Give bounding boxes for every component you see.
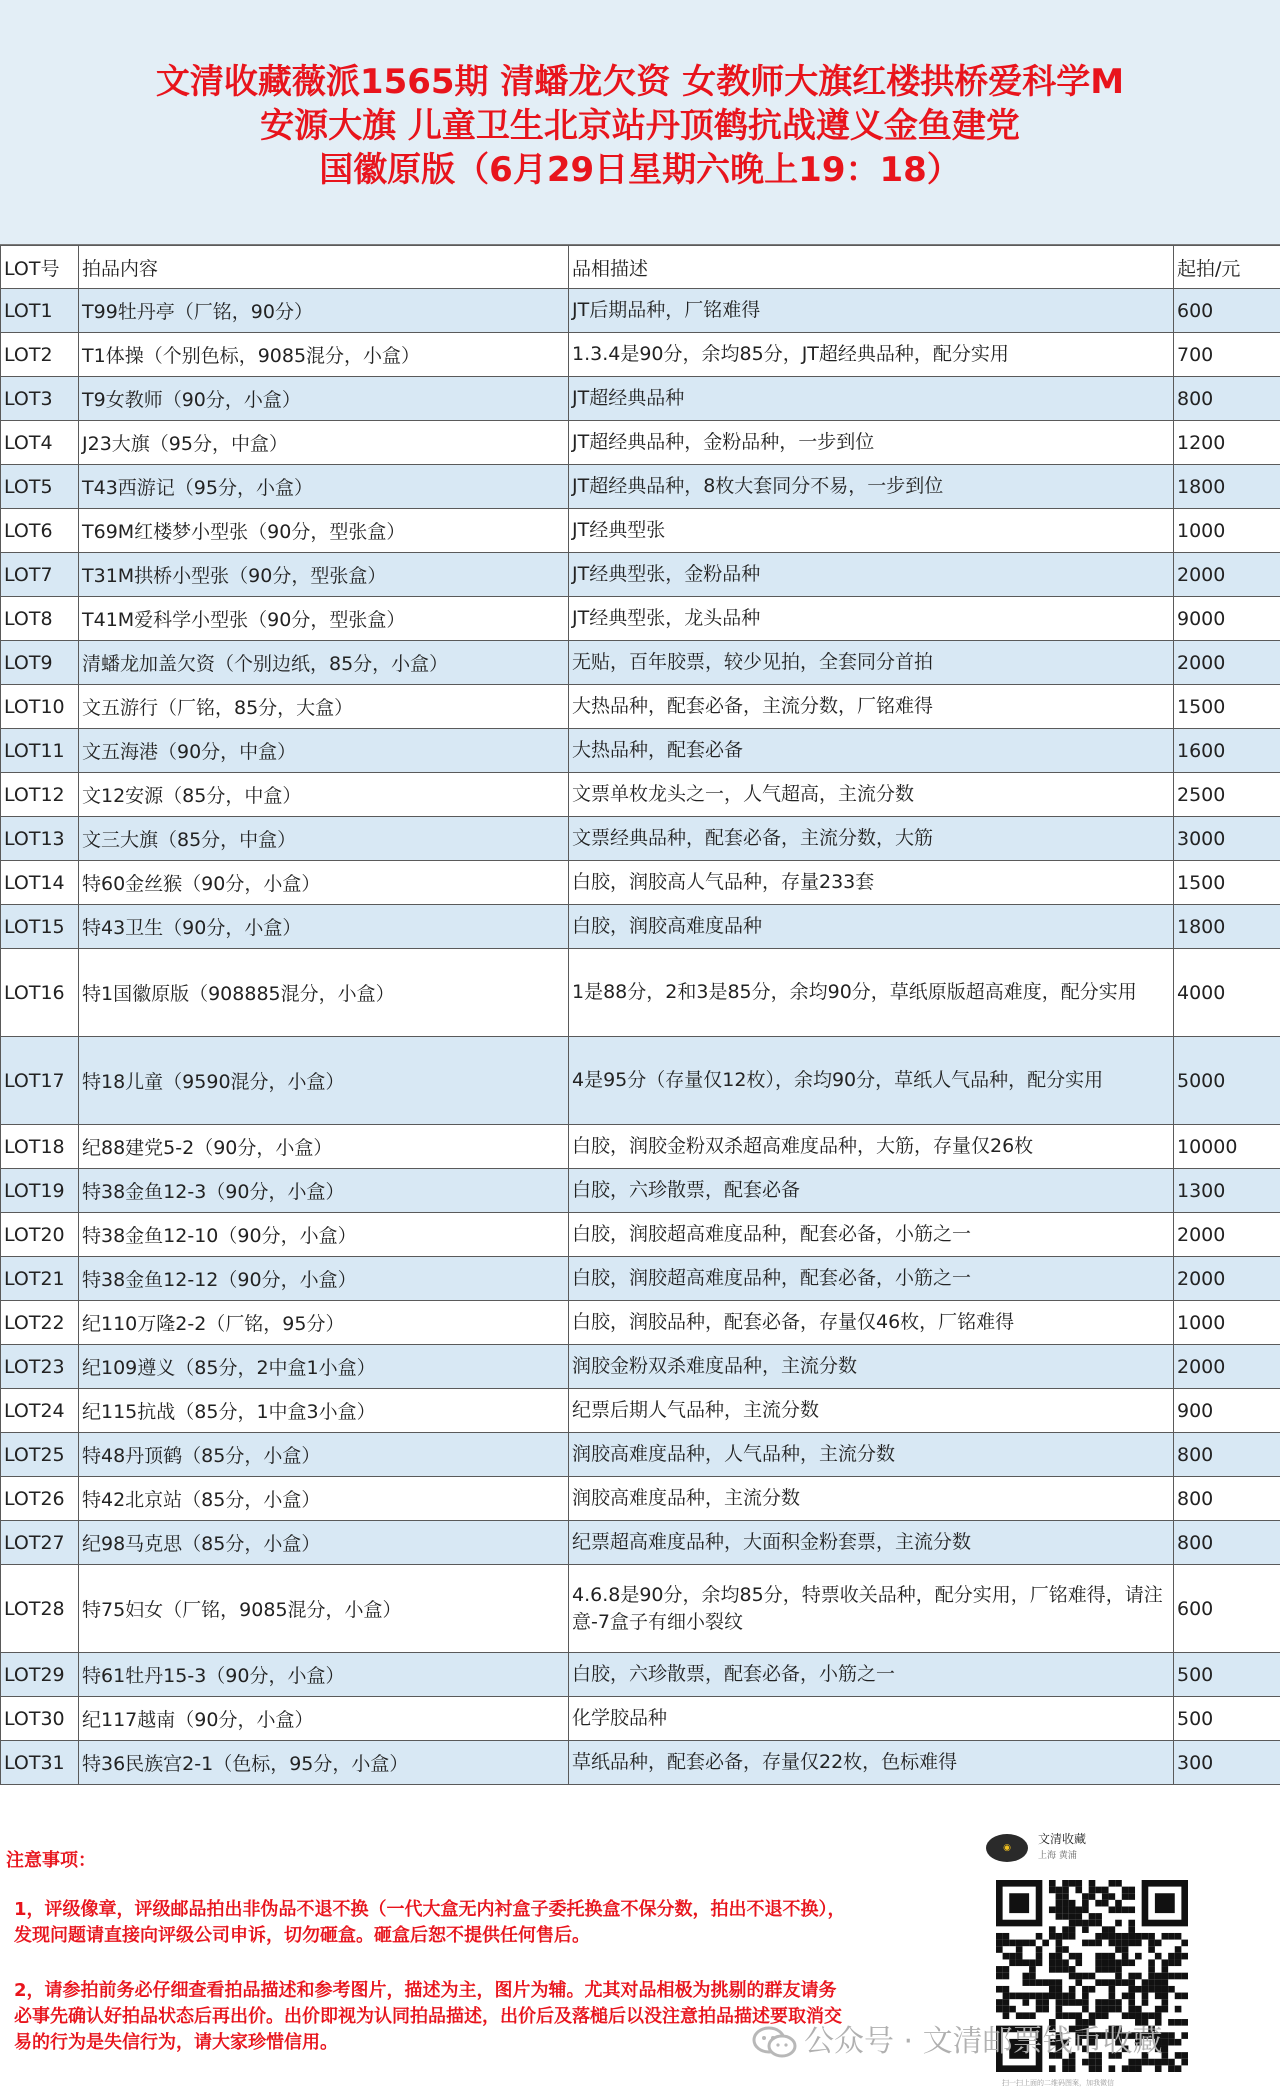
lot-number-cell: LOT12 bbox=[1, 773, 79, 817]
description-cell: JT超经典品种，8枚大套同分不易，一步到位 bbox=[569, 465, 1174, 509]
description-cell: 白胶，润胶高人气品种，存量233套 bbox=[569, 861, 1174, 905]
lot-number-cell: LOT30 bbox=[1, 1697, 79, 1741]
table-row bbox=[1, 905, 1280, 949]
start-price-cell: 2500 bbox=[1174, 773, 1280, 817]
item-cell: 清蟠龙加盖欠资（个别边纸，85分，小盒） bbox=[79, 641, 569, 685]
item-cell: 特38金鱼12-12（90分，小盒） bbox=[79, 1257, 569, 1301]
table-row bbox=[1, 817, 1280, 861]
title-line-3: 国徽原版（6月29日星期六晚上19：18） bbox=[319, 150, 961, 190]
table-row bbox=[1, 465, 1280, 509]
title-line-2: 安源大旗 儿童卫生北京站丹顶鹤抗战遵义金鱼建党 bbox=[260, 106, 1020, 146]
item-cell: 纪98马克思（85分，小盒） bbox=[79, 1521, 569, 1565]
lot-number-cell: LOT29 bbox=[1, 1653, 79, 1697]
lot-number-cell: LOT5 bbox=[1, 465, 79, 509]
description-cell: 白胶，六珍散票，配套必备，小筋之一 bbox=[569, 1653, 1174, 1697]
start-price-cell: 1000 bbox=[1174, 1301, 1280, 1345]
description-cell: JT经典型张，金粉品种 bbox=[569, 553, 1174, 597]
table-row bbox=[1, 1301, 1280, 1345]
lot-number-cell: LOT7 bbox=[1, 553, 79, 597]
start-price-cell: 9000 bbox=[1174, 597, 1280, 641]
lot-number-cell: LOT25 bbox=[1, 1433, 79, 1477]
lot-number-cell: LOT18 bbox=[1, 1125, 79, 1169]
lot-number-cell: LOT6 bbox=[1, 509, 79, 553]
description-cell: JT经典型张 bbox=[569, 509, 1174, 553]
description-cell: 纪票超高难度品种，大面积金粉套票，主流分数 bbox=[569, 1521, 1174, 1565]
page-header bbox=[0, 0, 1280, 245]
lot-number-cell: LOT15 bbox=[1, 905, 79, 949]
table-row bbox=[1, 289, 1280, 333]
item-cell: 特18儿童（9590混分，小盒） bbox=[79, 1037, 569, 1125]
lot-table bbox=[0, 245, 1280, 1785]
lot-number-cell: LOT10 bbox=[1, 685, 79, 729]
lot-number-cell: LOT26 bbox=[1, 1477, 79, 1521]
lot-number-cell: LOT31 bbox=[1, 1741, 79, 1785]
table-row bbox=[1, 1257, 1280, 1301]
start-price-cell: 800 bbox=[1174, 377, 1280, 421]
header-item: 拍品内容 bbox=[79, 246, 569, 289]
lot-number-cell: LOT24 bbox=[1, 1389, 79, 1433]
description-cell: 文票单枚龙头之一，人气超高，主流分数 bbox=[569, 773, 1174, 817]
start-price-cell: 800 bbox=[1174, 1521, 1280, 1565]
item-cell: T31M拱桥小型张（90分，型张盒） bbox=[79, 553, 569, 597]
item-cell: 特36民族宫2-1（色标，95分，小盒） bbox=[79, 1741, 569, 1785]
item-cell: T1体操（个别色标，9085混分，小盒） bbox=[79, 333, 569, 377]
note-1: 1，评级像章，评级邮品拍出非伪品不退不换（一代大盒无内衬盒子委托换盒不保分数，拍出不退不换），发现问题请直接向评级公司申诉，切勿砸盒。砸盒后恕不提供任何售后。 bbox=[14, 1899, 846, 1946]
item-cell: 特38金鱼12-10（90分，小盒） bbox=[79, 1213, 569, 1257]
table-row bbox=[1, 861, 1280, 905]
start-price-cell: 1500 bbox=[1174, 685, 1280, 729]
start-price-cell: 600 bbox=[1174, 289, 1280, 333]
qr-location: 上海 黄浦 bbox=[1038, 1851, 1077, 1861]
description-cell: 文票经典品种，配套必备，主流分数，大筋 bbox=[569, 817, 1174, 861]
item-cell: 特43卫生（90分，小盒） bbox=[79, 905, 569, 949]
description-cell: JT经典型张，龙头品种 bbox=[569, 597, 1174, 641]
lot-number-cell: LOT4 bbox=[1, 421, 79, 465]
start-price-cell: 800 bbox=[1174, 1433, 1280, 1477]
header-description: 品相描述 bbox=[569, 246, 1174, 289]
item-cell: 特48丹顶鹤（85分，小盒） bbox=[79, 1433, 569, 1477]
description-cell: 化学胶品种 bbox=[569, 1697, 1174, 1741]
description-cell: 1.3.4是90分，余均85分，JT超经典品种，配分实用 bbox=[569, 333, 1174, 377]
lot-number-cell: LOT3 bbox=[1, 377, 79, 421]
table-row bbox=[1, 421, 1280, 465]
lot-number-cell: LOT8 bbox=[1, 597, 79, 641]
start-price-cell: 1500 bbox=[1174, 861, 1280, 905]
start-price-cell: 600 bbox=[1174, 1565, 1280, 1653]
table-row bbox=[1, 949, 1280, 1037]
lot-number-cell: LOT27 bbox=[1, 1521, 79, 1565]
table-row bbox=[1, 1169, 1280, 1213]
description-cell: 白胶，润胶金粉双杀超高难度品种，大筋，存量仅26枚 bbox=[569, 1125, 1174, 1169]
item-cell: 文五海港（90分，中盒） bbox=[79, 729, 569, 773]
description-cell: 白胶，六珍散票，配套必备 bbox=[569, 1169, 1174, 1213]
lot-number-cell: LOT17 bbox=[1, 1037, 79, 1125]
table-row bbox=[1, 1345, 1280, 1389]
start-price-cell: 2000 bbox=[1174, 1213, 1280, 1257]
lot-number-cell: LOT16 bbox=[1, 949, 79, 1037]
item-cell: 文三大旗（85分，中盒） bbox=[79, 817, 569, 861]
table-row bbox=[1, 509, 1280, 553]
start-price-cell: 800 bbox=[1174, 1477, 1280, 1521]
wechat-icon bbox=[752, 2026, 798, 2060]
start-price-cell: 3000 bbox=[1174, 817, 1280, 861]
lot-number-cell: LOT20 bbox=[1, 1213, 79, 1257]
table-row bbox=[1, 1477, 1280, 1521]
start-price-cell: 1800 bbox=[1174, 465, 1280, 509]
description-cell: 无贴，百年胶票，较少见拍，全套同分首拍 bbox=[569, 641, 1174, 685]
item-cell: 纪115抗战（85分，1中盒3小盒） bbox=[79, 1389, 569, 1433]
qr-account-name: 文清收藏 bbox=[1038, 1832, 1087, 1846]
description-cell: 大热品种，配套必备，主流分数，厂铭难得 bbox=[569, 685, 1174, 729]
start-price-cell: 1600 bbox=[1174, 729, 1280, 773]
item-cell: 特61牡丹15-3（90分，小盒） bbox=[79, 1653, 569, 1697]
lot-number-cell: LOT28 bbox=[1, 1565, 79, 1653]
description-cell: 润胶金粉双杀难度品种，主流分数 bbox=[569, 1345, 1174, 1389]
header-start-price: 起拍/元 bbox=[1174, 246, 1280, 289]
item-cell: T69M红楼梦小型张（90分，型张盒） bbox=[79, 509, 569, 553]
table-row bbox=[1, 1213, 1280, 1257]
item-cell: 特75妇女（厂铭，9085混分，小盒） bbox=[79, 1565, 569, 1653]
description-cell: JT后期品种，厂铭难得 bbox=[569, 289, 1174, 333]
start-price-cell: 500 bbox=[1174, 1653, 1280, 1697]
lot-number-cell: LOT23 bbox=[1, 1345, 79, 1389]
start-price-cell: 700 bbox=[1174, 333, 1280, 377]
item-cell: T99牡丹亭（厂铭，90分） bbox=[79, 289, 569, 333]
watermark bbox=[752, 2022, 1163, 2062]
start-price-cell: 1300 bbox=[1174, 1169, 1280, 1213]
table-row bbox=[1, 729, 1280, 773]
table-row bbox=[1, 1741, 1280, 1785]
item-cell: 特60金丝猴（90分，小盒） bbox=[79, 861, 569, 905]
lot-number-cell: LOT1 bbox=[1, 289, 79, 333]
description-cell: 1是88分，2和3是85分，余均90分，草纸原版超高难度，配分实用 bbox=[569, 949, 1174, 1037]
description-cell: 白胶，润胶品种，配套必备，存量仅46枚，厂铭难得 bbox=[569, 1301, 1174, 1345]
description-cell: JT超经典品种，金粉品种，一步到位 bbox=[569, 421, 1174, 465]
notes-title: 注意事项： bbox=[6, 1850, 96, 1871]
description-cell: 4是95分（存量仅12枚），余均90分，草纸人气品种，配分实用 bbox=[569, 1037, 1174, 1125]
description-cell: 润胶高难度品种，主流分数 bbox=[569, 1477, 1174, 1521]
table-row bbox=[1, 1389, 1280, 1433]
item-cell: 文五游行（厂铭，85分，大盒） bbox=[79, 685, 569, 729]
item-cell: T9女教师（90分，小盒） bbox=[79, 377, 569, 421]
header-lot: LOT号 bbox=[1, 246, 79, 289]
start-price-cell: 1200 bbox=[1174, 421, 1280, 465]
lot-table-body bbox=[1, 289, 1280, 1785]
table-row bbox=[1, 1037, 1280, 1125]
table-row bbox=[1, 1697, 1280, 1741]
item-cell: T43西游记（95分，小盒） bbox=[79, 465, 569, 509]
start-price-cell: 300 bbox=[1174, 1741, 1280, 1785]
table-row bbox=[1, 1521, 1280, 1565]
start-price-cell: 2000 bbox=[1174, 1257, 1280, 1301]
table-row bbox=[1, 333, 1280, 377]
table-row bbox=[1, 1565, 1280, 1653]
item-cell: 特1国徽原版（908885混分，小盒） bbox=[79, 949, 569, 1037]
item-cell: 纪117越南（90分，小盒） bbox=[79, 1697, 569, 1741]
brand-logo: ◉ bbox=[986, 1834, 1028, 1862]
table-row bbox=[1, 685, 1280, 729]
lot-number-cell: LOT11 bbox=[1, 729, 79, 773]
start-price-cell: 500 bbox=[1174, 1697, 1280, 1741]
start-price-cell: 1800 bbox=[1174, 905, 1280, 949]
lot-number-cell: LOT13 bbox=[1, 817, 79, 861]
note-2: 2，请参拍前务必仔细查看拍品描述和参考图片，描述为主，图片为辅。尤其对品相极为挑剔的群友请务必事先确认好拍品状态后再出价。出价即视为认同拍品描述，出价后及落槌后以没注意拍品描述要取消交易的行为是失信行为，请大家珍惜信用。 bbox=[14, 1980, 842, 2053]
table-row bbox=[1, 1125, 1280, 1169]
description-cell: 4.6.8是90分，余均85分，特票收关品种，配分实用，厂铭难得，请注意-7盒子有细小裂纹 bbox=[569, 1565, 1174, 1653]
item-cell: 特42北京站（85分，小盒） bbox=[79, 1477, 569, 1521]
lot-number-cell: LOT9 bbox=[1, 641, 79, 685]
title-line-1: 文清收藏薇派1565期 清蟠龙欠资 女教师大旗红楼拱桥爱科学M bbox=[155, 62, 1125, 102]
qr-caption: 扫一扫上面的二维码图案，加我微信 bbox=[1002, 2079, 1114, 2087]
lot-number-cell: LOT19 bbox=[1, 1169, 79, 1213]
table-row bbox=[1, 1653, 1280, 1697]
description-cell: JT超经典品种 bbox=[569, 377, 1174, 421]
start-price-cell: 1000 bbox=[1174, 509, 1280, 553]
description-cell: 白胶，润胶超高难度品种，配套必备，小筋之一 bbox=[569, 1257, 1174, 1301]
description-cell: 白胶，润胶高难度品种 bbox=[569, 905, 1174, 949]
table-row bbox=[1, 553, 1280, 597]
table-row bbox=[1, 1433, 1280, 1477]
item-cell: 文12安源（85分，中盒） bbox=[79, 773, 569, 817]
description-cell: 大热品种，配套必备 bbox=[569, 729, 1174, 773]
description-cell: 润胶高难度品种，人气品种，主流分数 bbox=[569, 1433, 1174, 1477]
item-cell: 纪88建党5-2（90分，小盒） bbox=[79, 1125, 569, 1169]
item-cell: J23大旗（95分，中盒） bbox=[79, 421, 569, 465]
start-price-cell: 900 bbox=[1174, 1389, 1280, 1433]
watermark-text: 公众号 · 文清邮票钱币收藏 bbox=[804, 2024, 1163, 2059]
item-cell: 特38金鱼12-3（90分，小盒） bbox=[79, 1169, 569, 1213]
lot-number-cell: LOT2 bbox=[1, 333, 79, 377]
table-row bbox=[1, 377, 1280, 421]
start-price-cell: 2000 bbox=[1174, 641, 1280, 685]
description-cell: 白胶，润胶超高难度品种，配套必备，小筋之一 bbox=[569, 1213, 1174, 1257]
start-price-cell: 2000 bbox=[1174, 1345, 1280, 1389]
description-cell: 纪票后期人气品种，主流分数 bbox=[569, 1389, 1174, 1433]
start-price-cell: 5000 bbox=[1174, 1037, 1280, 1125]
lot-number-cell: LOT22 bbox=[1, 1301, 79, 1345]
table-row bbox=[1, 773, 1280, 817]
start-price-cell: 10000 bbox=[1174, 1125, 1280, 1169]
lot-number-cell: LOT21 bbox=[1, 1257, 79, 1301]
start-price-cell: 4000 bbox=[1174, 949, 1280, 1037]
table-row bbox=[1, 641, 1280, 685]
item-cell: 纪110万隆2-2（厂铭，95分） bbox=[79, 1301, 569, 1345]
lot-number-cell: LOT14 bbox=[1, 861, 79, 905]
item-cell: 纪109遵义（85分，2中盒1小盒） bbox=[79, 1345, 569, 1389]
table-row bbox=[1, 597, 1280, 641]
description-cell: 草纸品种，配套必备，存量仅22枚，色标难得 bbox=[569, 1741, 1174, 1785]
item-cell: T41M爱科学小型张（90分，型张盒） bbox=[79, 597, 569, 641]
start-price-cell: 2000 bbox=[1174, 553, 1280, 597]
